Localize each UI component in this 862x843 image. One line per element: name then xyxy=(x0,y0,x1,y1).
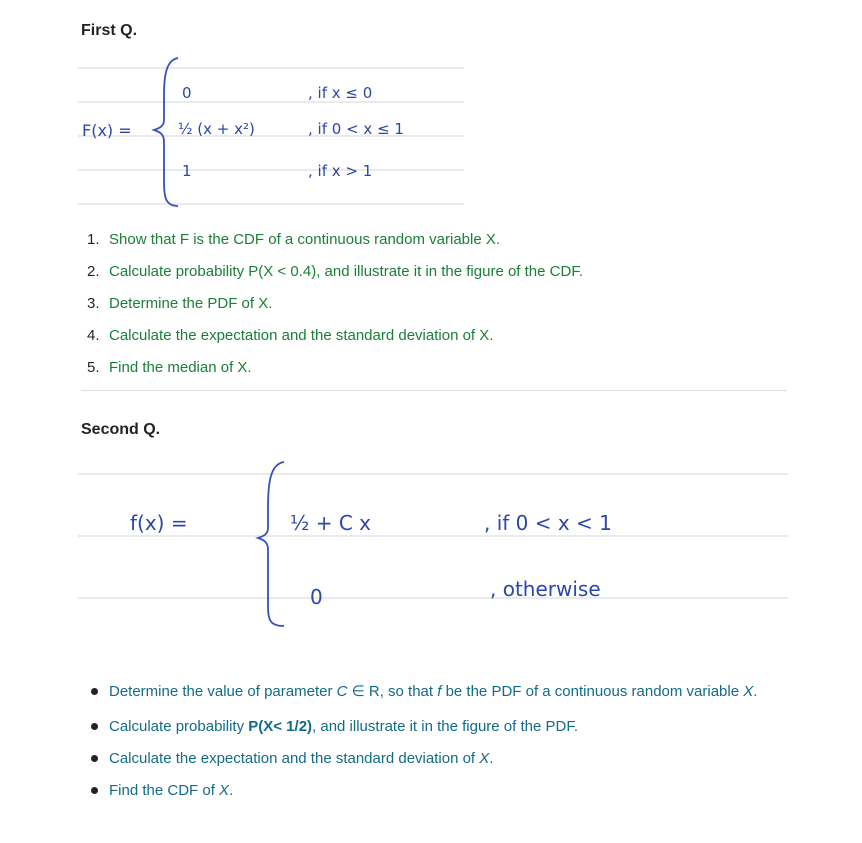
item-text: Calculate probability P(X < 0.4), and illustrate it in the figure of the CDF. xyxy=(109,263,583,280)
list-item xyxy=(81,681,801,702)
second-row-1-cond: , if 0 < x < 1 xyxy=(484,511,612,535)
item-number: 4. xyxy=(87,327,100,344)
section-divider xyxy=(81,390,787,391)
item-text: Show that F is the CDF of a continuous random variable X. xyxy=(109,231,501,248)
first-row-1-cond: , if x ≤ 0 xyxy=(308,84,373,102)
item-number: 5. xyxy=(87,359,100,376)
item-number: 3. xyxy=(87,295,100,312)
second-formula-image xyxy=(78,458,790,630)
second-row-2-expr: 0 xyxy=(310,585,323,609)
list-item xyxy=(81,293,801,314)
item-text: Determine the PDF of X. xyxy=(109,295,273,312)
second-question-heading: Second Q. xyxy=(81,421,161,438)
bullet-dot xyxy=(91,723,98,730)
second-formula-lhs: f(x) = xyxy=(130,511,188,535)
brace-glyph xyxy=(258,462,284,626)
bullet-dot xyxy=(91,787,98,794)
first-row-1-expr: 0 xyxy=(182,84,192,102)
list-item xyxy=(81,357,801,378)
item-text: Find the median of X. xyxy=(109,359,252,376)
second-row-1-expr: ½ + C x xyxy=(290,511,372,535)
item-text: Calculate probability P(X< 1/2), and illustrate it in the figure of the PDF. xyxy=(109,718,579,735)
bullet-dot xyxy=(91,755,98,762)
item-text: Calculate the expectation and the standard deviation of X. xyxy=(109,750,494,767)
brace-glyph xyxy=(154,58,178,206)
first-formula-lhs: F(x) = xyxy=(82,121,132,140)
bullet-dot xyxy=(91,688,98,695)
first-question-list xyxy=(81,229,801,378)
first-formula-image xyxy=(78,56,466,212)
list-item xyxy=(81,325,801,346)
item-text: Calculate the expectation and the standard deviation of X. xyxy=(109,327,494,344)
list-item xyxy=(81,229,801,250)
list-item xyxy=(81,780,801,801)
second-question-list xyxy=(81,681,801,801)
item-text: Find the CDF of X. xyxy=(109,782,234,799)
second-row-2-cond: , otherwise xyxy=(490,577,601,601)
item-text: Determine the value of parameter C ∈ R, so that f be the PDF of a continuous random variable X. xyxy=(109,683,758,700)
list-item xyxy=(81,261,801,282)
first-row-2-cond: , if 0 < x ≤ 1 xyxy=(308,120,404,138)
first-question-heading: First Q. xyxy=(81,22,138,39)
item-number: 2. xyxy=(87,263,100,280)
list-item xyxy=(81,748,801,769)
first-row-3-cond: , if x > 1 xyxy=(308,162,373,180)
first-row-3-expr: 1 xyxy=(182,162,192,180)
item-number: 1. xyxy=(87,231,100,248)
first-row-2-expr: ½ (x + x²) xyxy=(178,120,255,138)
list-item xyxy=(81,716,801,737)
